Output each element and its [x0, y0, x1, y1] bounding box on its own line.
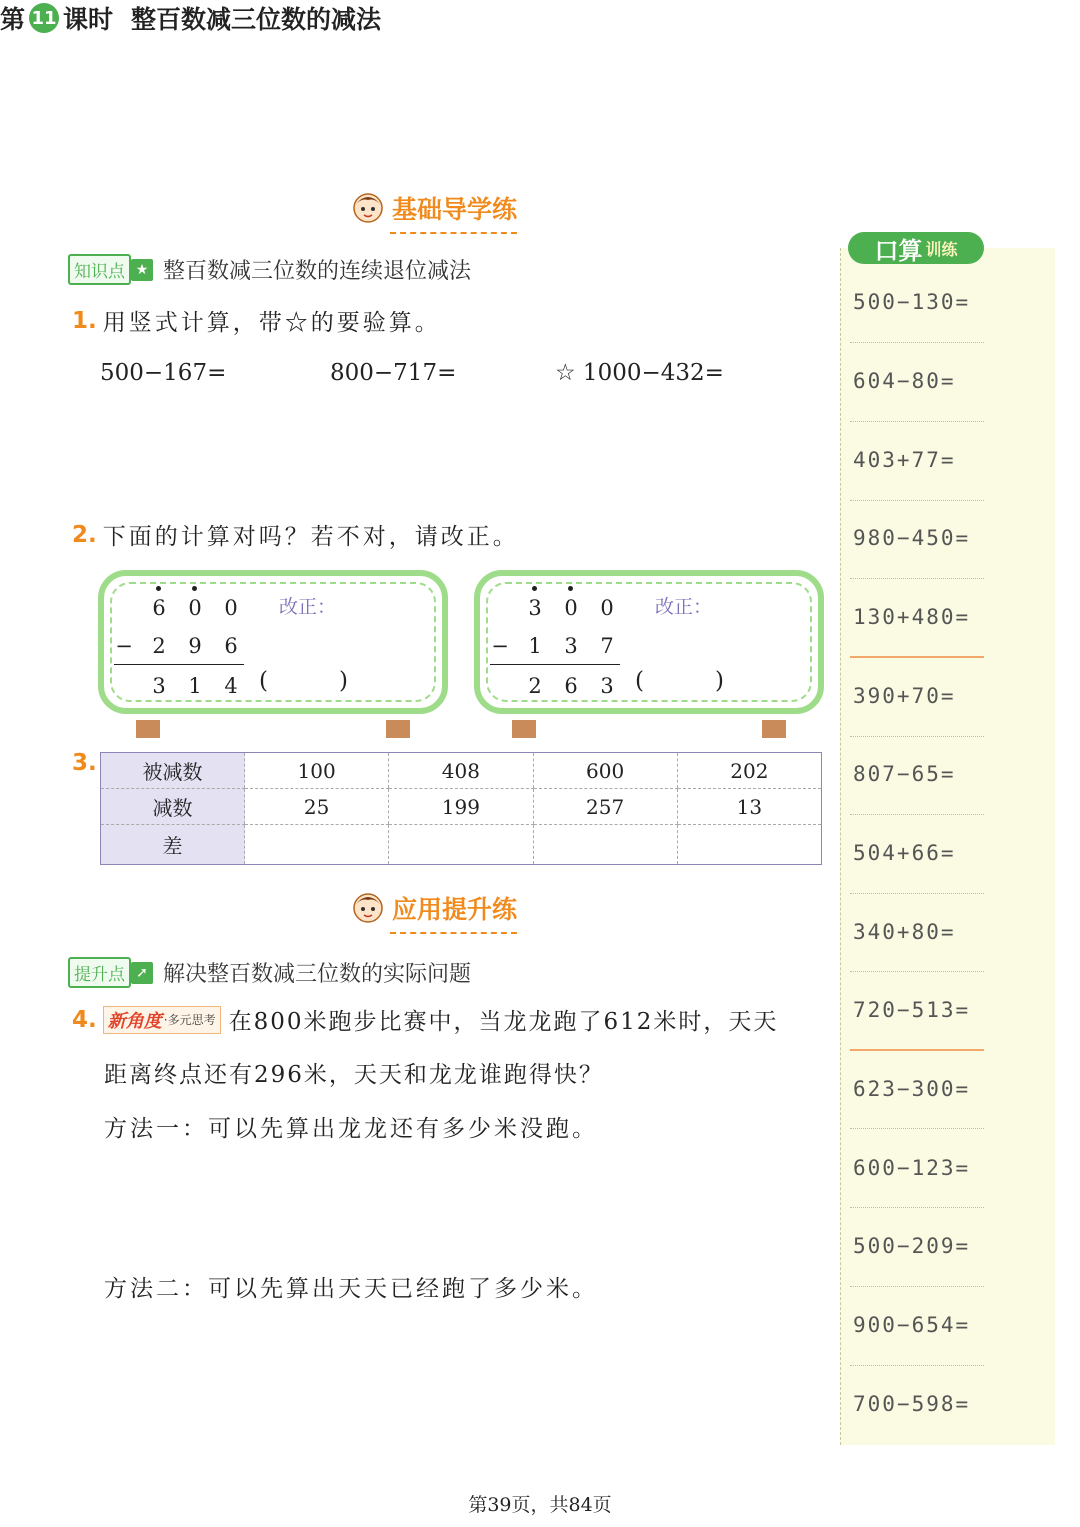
q1-expr-1: 500−167=: [100, 360, 227, 386]
lesson-suffix: 课时: [63, 5, 114, 34]
answer-cell[interactable]: [533, 825, 677, 865]
page-footer: 第39页，共84页: [468, 1494, 612, 1516]
arrow-up-icon: ➚: [131, 962, 153, 984]
question-4-number: 4.: [72, 1006, 97, 1033]
answer-paren-open: (: [259, 668, 268, 694]
method-1: 方法一：可以先算出龙龙还有多少米没跑。: [104, 1116, 598, 1142]
question-4: [72, 1003, 778, 1036]
lesson-topic: 整百数减三位数的减法: [131, 5, 382, 34]
oral-calc-item: 403+77=: [853, 448, 956, 472]
table-cell: 13: [677, 789, 821, 825]
subtrahend-digit: 1: [528, 634, 542, 658]
oral-calc-item: 130+480=: [853, 605, 971, 629]
oral-calc-item: 980−450=: [853, 526, 971, 550]
row-header: 差: [101, 825, 245, 865]
q1-expr-2: 800−717=: [330, 360, 457, 386]
oral-calc-item: 390+70=: [853, 684, 956, 708]
table-row: [101, 753, 822, 789]
question-2-text: 下面的计算对吗？若不对，请改正。: [102, 524, 519, 550]
oral-calc-item: 900−654=: [853, 1313, 971, 1337]
oral-calc-item: 604−80=: [853, 369, 956, 393]
table-cell: 408: [389, 753, 533, 789]
result-digit: 6: [564, 674, 578, 698]
question-3-number: 3.: [72, 750, 97, 776]
question-1-text: 用竖式计算，带☆的要验算。: [102, 310, 441, 336]
correction-board-1: [98, 570, 448, 714]
minus-sign: −: [491, 634, 509, 658]
minuend-digit: 0: [564, 596, 578, 620]
improve-point-tag: 提升点: [68, 957, 131, 988]
table-cell: 202: [677, 753, 821, 789]
oral-calc-item: 600−123=: [853, 1156, 971, 1180]
new-angle-badge: 新角度 ·多元思考: [103, 1006, 221, 1034]
subtrahend-digit: 7: [600, 634, 614, 658]
row-header: 被减数: [101, 753, 245, 789]
question-4-line-1: 在800米跑步比赛中，当龙龙跑了612米时，天天: [228, 1009, 779, 1035]
result-digit: 3: [152, 674, 166, 698]
oral-calc-tag: 口算 训练: [848, 232, 984, 264]
subtrahend-digit: 9: [188, 634, 202, 658]
oral-calc-item: 807−65=: [853, 762, 956, 786]
answer-paren-open: (: [635, 668, 644, 694]
lesson-number-badge: 11: [29, 3, 59, 33]
minuend-digit: 0: [224, 596, 238, 620]
knowledge-point: [68, 254, 471, 285]
minuend-digit: 3: [528, 596, 542, 620]
child-face-icon: [350, 190, 386, 226]
table-row: [101, 789, 822, 825]
minuend-digit: 0: [600, 596, 614, 620]
knowledge-point-tag: 知识点: [68, 254, 131, 285]
q1-expr-3: ☆ 1000−432=: [555, 360, 724, 386]
table-cell: 600: [533, 753, 677, 789]
subtrahend-digit: 6: [224, 634, 238, 658]
lesson-prefix: 第: [0, 5, 26, 34]
result-digit: 2: [528, 674, 542, 698]
minuend-digit: 6: [152, 596, 166, 620]
section-apply-title: 应用提升练: [392, 895, 518, 924]
section-basic-title: 基础导学练: [392, 195, 518, 224]
answer-cell[interactable]: [677, 825, 821, 865]
knowledge-point-text: 整百数减三位数的连续退位减法: [163, 259, 472, 284]
correction-board-2: [474, 570, 824, 714]
answer-cell[interactable]: [245, 825, 389, 865]
child-face-icon: [350, 890, 386, 926]
improve-point: [68, 957, 471, 988]
question-2: [72, 518, 519, 551]
correction-label: 改正：: [279, 596, 337, 618]
oral-calc-item: 720−513=: [853, 998, 971, 1022]
minuend-digit: 0: [188, 596, 202, 620]
result-digit: 1: [188, 674, 202, 698]
oral-calc-item: 504+66=: [853, 841, 956, 865]
correction-label: 改正：: [655, 596, 713, 618]
subtrahend-digit: 2: [152, 634, 166, 658]
answer-paren-close: ): [339, 668, 348, 694]
subtraction-table: [100, 752, 822, 865]
section-basic-header: [350, 190, 517, 226]
answer-paren-close: ): [715, 668, 724, 694]
oral-calc-item: 340+80=: [853, 920, 956, 944]
question-2-number: 2.: [72, 521, 97, 548]
result-digit: 3: [600, 674, 614, 698]
table-cell: 25: [245, 789, 389, 825]
table-cell: 257: [533, 789, 677, 825]
improve-point-text: 解决整百数减三位数的实际问题: [163, 962, 472, 987]
table-cell: 199: [389, 789, 533, 825]
table-row: [101, 825, 822, 865]
oral-calc-item: 623−300=: [853, 1077, 971, 1101]
section-apply-header: [350, 890, 517, 926]
oral-calc-item: 500−130=: [853, 290, 971, 314]
method-2: 方法二：可以先算出天天已经跑了多少米。: [104, 1276, 598, 1302]
oral-calc-item: 500−209=: [853, 1234, 971, 1258]
result-digit: 4: [224, 674, 238, 698]
answer-cell[interactable]: [389, 825, 533, 865]
question-1-number: 1.: [72, 307, 97, 334]
row-header: 减数: [101, 789, 245, 825]
subtrahend-digit: 3: [564, 634, 578, 658]
table-cell: 100: [245, 753, 389, 789]
question-1: [72, 304, 441, 337]
star-icon: ★: [131, 259, 153, 281]
minus-sign: −: [115, 634, 133, 658]
lesson-title: [0, 0, 1080, 36]
oral-calc-item: 700−598=: [853, 1392, 971, 1416]
question-4-line-2: 距离终点还有296米，天天和龙龙谁跑得快？: [104, 1062, 604, 1088]
